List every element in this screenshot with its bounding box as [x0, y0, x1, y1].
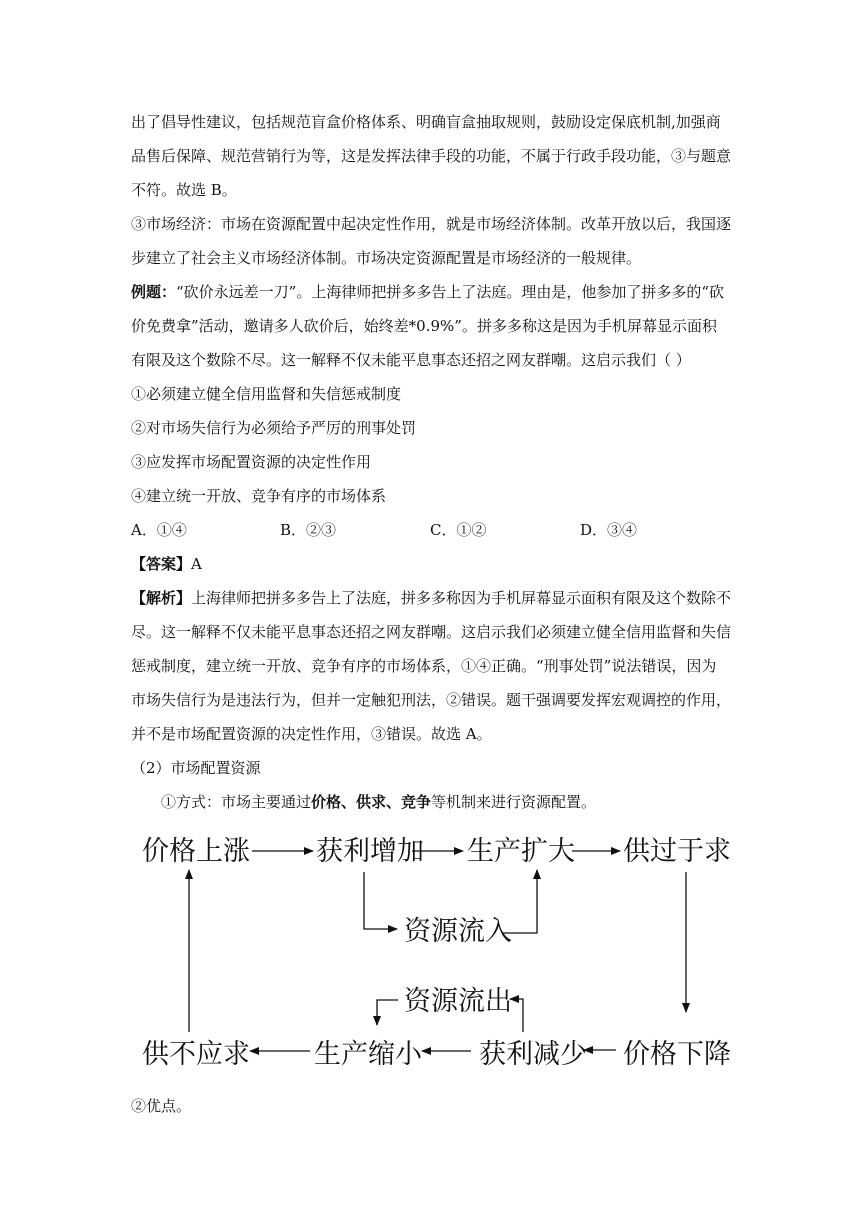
market-economy-line: 步建立了社会主义市场经济体制。市场决定资源配置是市场经济的一般规律。: [131, 249, 642, 267]
method-keywords: 价格、供求、竞争: [311, 793, 432, 811]
example-line: 有限及这个数除不尽。这一解释不仅未能平息事态还招之网友群嘲。这启示我们（ ）: [131, 351, 691, 369]
analysis-line: 市场失信行为是违法行为，但并一定触犯刑法，②错误。题干强调要发挥宏观调控的作用，: [131, 691, 732, 709]
arrow-profit-up-to-resources-in: [364, 872, 397, 929]
arrow-resources-out-to-production-down: [377, 1000, 398, 1025]
advantages-line: ②优点。: [131, 1097, 192, 1115]
statement-3: ③应发挥市场配置资源的决定性作用: [131, 453, 372, 471]
analysis-line: 尽。这一解释不仅未能平息事态还招之网友群嘲。这启示我们必须建立健全信用监督和失信: [131, 623, 732, 641]
node-resources-in: 资源流入: [404, 916, 512, 947]
section-heading: （2）市场配置资源: [131, 759, 261, 777]
choice-b: B．②③: [280, 521, 337, 539]
choice-c: C．①②: [430, 521, 487, 539]
choice-a: A．①④: [131, 521, 187, 539]
node-demand-exceeds-supply: 供不应求: [142, 1039, 250, 1070]
node-profit-down: 获利减少: [479, 1039, 587, 1070]
example-label: 例题：: [131, 283, 177, 301]
node-production-down: 生产缩小: [314, 1039, 422, 1070]
node-resources-out: 资源流出: [404, 986, 512, 1017]
node-price-up: 价格上涨: [142, 836, 250, 867]
example-line: 价免费拿”活动，邀请多人砍价后，始终差*0.9%”。拼多多称这是因为手机屏幕显示面积: [131, 317, 717, 335]
paragraph-line: 不符。故选 B。: [131, 181, 237, 199]
statement-4: ④建立统一开放、竞争有序的市场体系: [131, 487, 387, 505]
node-supply-exceeds-demand: 供过于求: [623, 836, 731, 867]
analysis-line: 惩戒制度，建立统一开放、竞争有序的市场体系，①④正确。“刑事处罚”说法错误，因为: [131, 657, 717, 675]
analysis-text: 上海律师把拼多多告上了法庭，拼多多称因为手机屏幕显示面积有限及这个数除不: [191, 589, 732, 607]
market-economy-line: ③市场经济：市场在资源配置中起决定性作用，就是市场经济体制。改革开放以后，我国逐: [131, 215, 732, 233]
paragraph-line: 出了倡导性建议，包括规范盲盒价格体系、明确盲盒抽取规则，鼓励设定保底机制,加强商: [131, 113, 721, 131]
answer-value: A: [191, 555, 202, 573]
analysis-label: 【解析】: [131, 589, 192, 607]
method-suffix: 等机制来进行资源配置。: [431, 793, 597, 811]
paragraph-line: 品售后保障、规范营销行为等，这是发挥法律手段的功能，不属于行政手段功能，③与题意: [131, 147, 732, 165]
answer-label: 【答案】: [131, 555, 192, 573]
node-price-down: 价格下降: [623, 1039, 731, 1070]
node-profit-up: 获利增加: [316, 836, 424, 867]
node-production-up: 生产扩大: [467, 836, 575, 867]
choice-d: D．③④: [580, 521, 638, 539]
statement-1: ①必须建立健全信用监督和失信惩戒制度: [131, 385, 402, 403]
analysis-line: 并不是市场配置资源的决定性作用，③错误。故选 A。: [131, 725, 492, 743]
statement-2: ②对市场失信行为必须给予严厉的刑事处罚: [131, 419, 417, 437]
method-prefix: ①方式：市场主要通过: [161, 793, 312, 811]
example-text: “砍价永远差一刀”。上海律师把拼多多告上了法庭。理由是，他参加了拼多多的“砍: [176, 283, 725, 301]
